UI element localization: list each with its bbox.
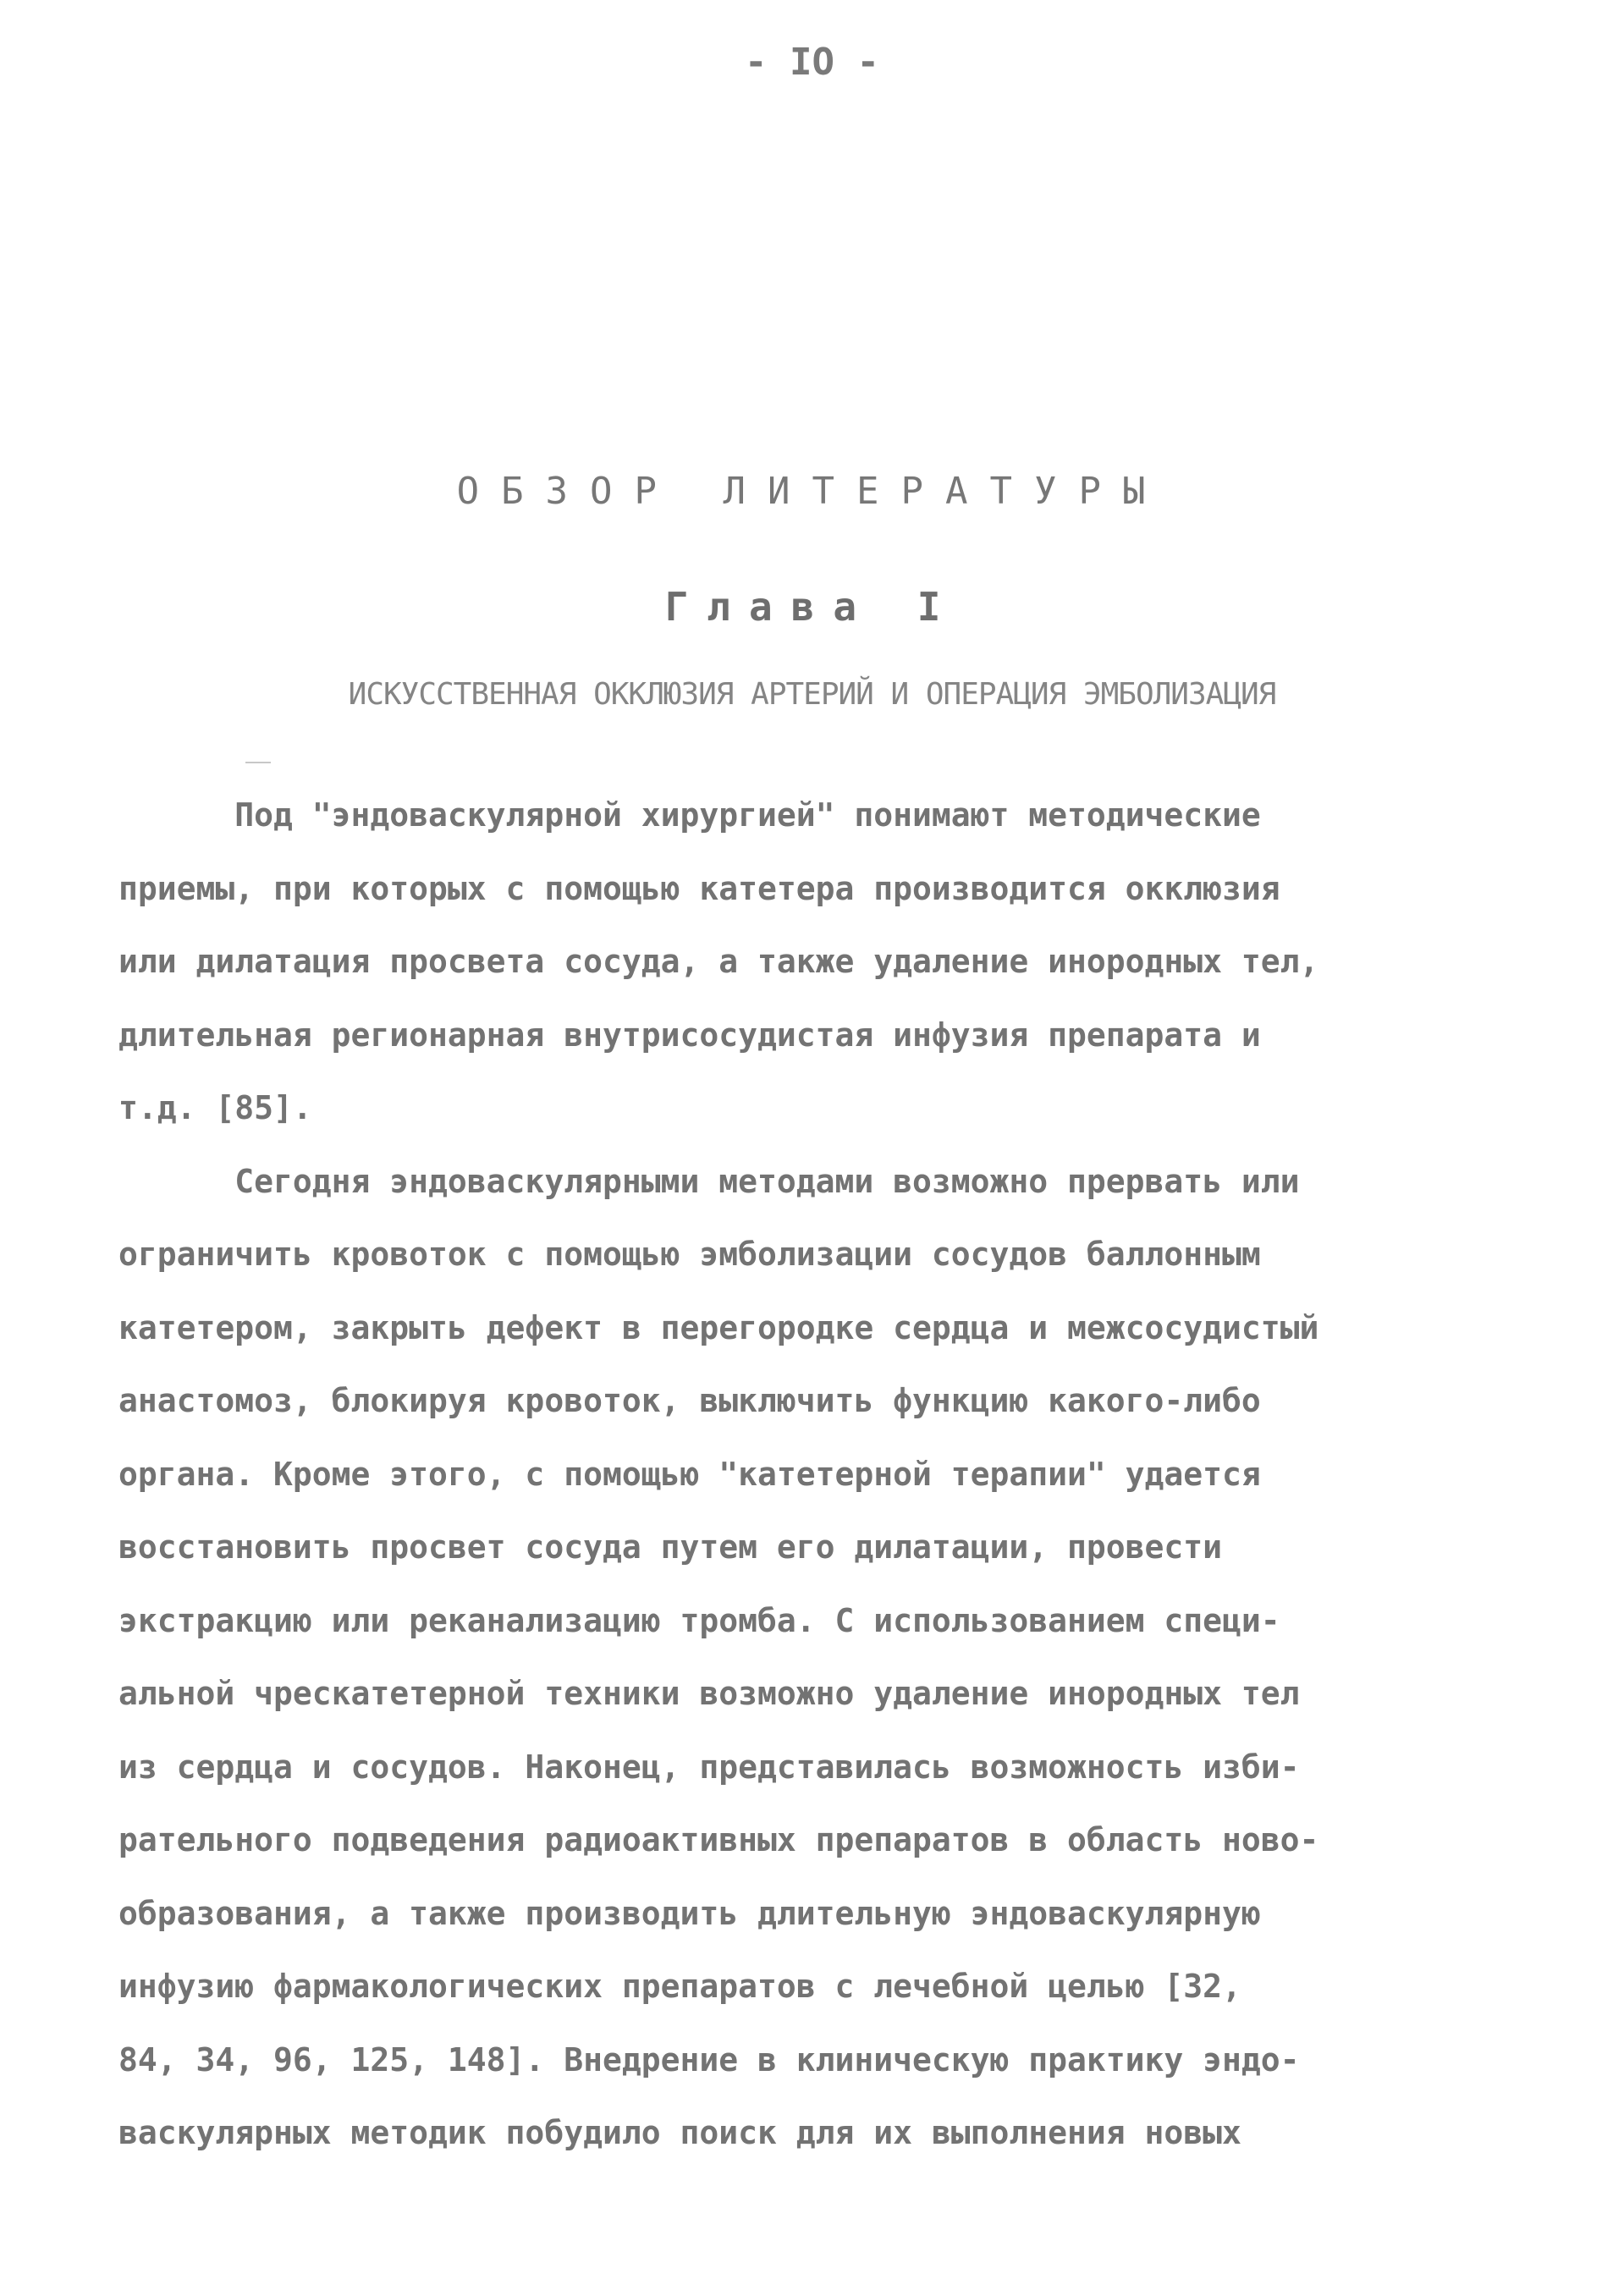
text-line: 84, 34, 96, 125, 148]. Внедрение в клиническую практику эндо- — [118, 2040, 1300, 2079]
chapter-heading: Глава I — [664, 584, 960, 630]
text-line: восстановить просвет сосуда путем его дилатации, провести — [118, 1528, 1223, 1566]
margin-mark — [245, 762, 271, 763]
text-line: васкулярных методик побудило поиск для их выполнения новых — [118, 2114, 1241, 2151]
text-line: инфузию фармакологических препаратов с лечебной целью [32, — [118, 1968, 1241, 2005]
text-line: длительная регионарная внутрисосудистая инфузия препарата и — [118, 1016, 1261, 1054]
text-line: приемы, при которых с помощью катетера производится окклюзия — [118, 869, 1280, 907]
text-line: рательного подведения радиоактивных препаратов в область ново- — [118, 1821, 1319, 1858]
section-title: ОБЗОР ЛИТЕРАТУРЫ — [456, 470, 1168, 513]
page-number: - IO - — [745, 41, 879, 84]
text-line: образования, а также производить длительную эндоваскулярную — [118, 1894, 1261, 1932]
text-line: альной чрескатетерной техники возможно удаление инородных тел — [118, 1675, 1300, 1712]
text-line: т.д. [85]. — [118, 1089, 312, 1126]
text-line: органа. Кроме этого, с помощью "катетерной терапии" удается — [118, 1455, 1261, 1493]
body-text — [118, 779, 1523, 2170]
text-line: ограничить кровоток с помощью эмболизации сосудов баллонным — [118, 1236, 1261, 1273]
text-line: Под "эндоваскулярной хирургией" понимают методические — [118, 796, 1261, 834]
text-line: экстракцию или реканализацию тромба. С использованием специ- — [118, 1601, 1280, 1639]
text-line: Сегодня эндоваскулярными методами возможно прервать или — [118, 1162, 1300, 1200]
text-line: катетером, закрыть дефект в перегородке сердца и межсосудистый — [118, 1308, 1319, 1346]
text-line: анастомоз, блокируя кровоток, выключить функцию какого-либо — [118, 1382, 1261, 1419]
text-line: или дилатация просвета сосуда, а также удаление инородных тел, — [118, 943, 1319, 980]
chapter-subtitle: ИСКУССТВЕННАЯ ОККЛЮЗИЯ АРТЕРИЙ И ОПЕРАЦИЯ ЭМБОЛИЗАЦИЯ — [348, 677, 1276, 712]
text-line: из сердца и сосудов. Наконец, представилась возможность изби- — [118, 1748, 1300, 1786]
